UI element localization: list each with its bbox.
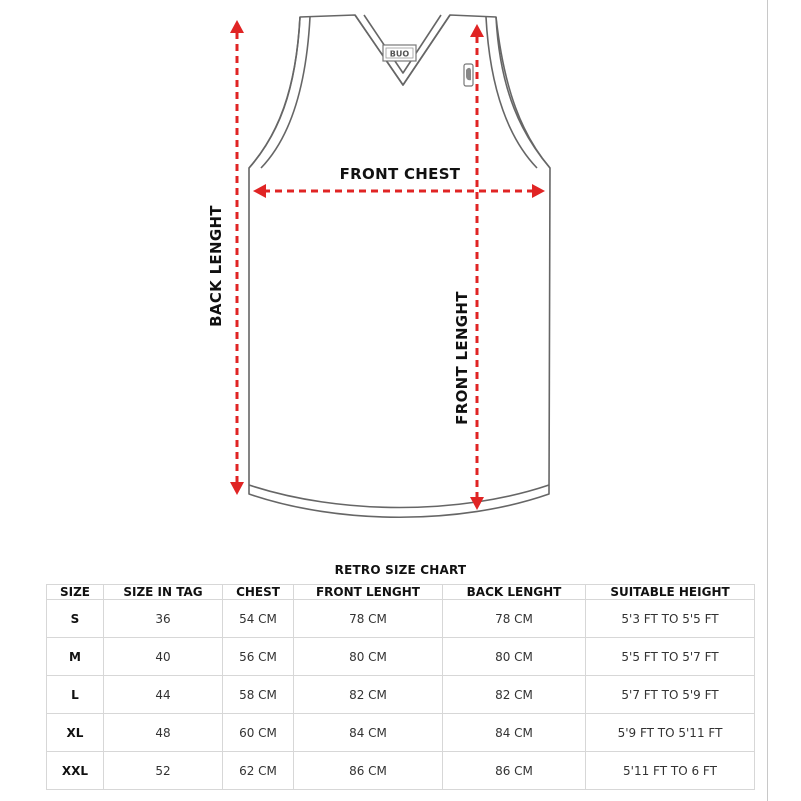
cell-size-in-tag: 52 <box>104 752 223 790</box>
table-row <box>47 600 755 638</box>
back-length-arrowhead-bottom <box>230 482 244 495</box>
cell-suitable-height: 5'9 FT TO 5'11 FT <box>586 714 755 752</box>
cell-suitable-height: 5'5 FT TO 5'7 FT <box>586 638 755 676</box>
cell-chest: 60 CM <box>223 714 294 752</box>
size-chart-title: RETRO SIZE CHART <box>334 563 467 577</box>
table-row <box>47 714 755 752</box>
cell-size: XXL <box>47 752 104 790</box>
cell-chest: 58 CM <box>223 676 294 714</box>
cell-suitable-height: 5'11 FT TO 6 FT <box>586 752 755 790</box>
cell-chest: 54 CM <box>223 600 294 638</box>
size-chart-table <box>46 584 755 790</box>
cell-size-in-tag: 36 <box>104 600 223 638</box>
cell-suitable-height: 5'3 FT TO 5'5 FT <box>586 600 755 638</box>
cell-size: XL <box>47 714 104 752</box>
table-row <box>47 676 755 714</box>
table-row <box>47 638 755 676</box>
cell-back-length: 78 CM <box>443 600 586 638</box>
tag-text: BUO <box>389 49 410 59</box>
nba-logo-icon <box>464 64 473 86</box>
cell-size-in-tag: 48 <box>104 714 223 752</box>
cell-chest: 62 CM <box>223 752 294 790</box>
cell-size: M <box>47 638 104 676</box>
table-row <box>47 752 755 790</box>
jersey-outline-icon <box>249 15 550 517</box>
front-length-label: FRONT LENGHT <box>453 291 471 425</box>
back-length-label: BACK LENGHT <box>207 205 225 327</box>
cell-front-length: 86 CM <box>294 752 443 790</box>
cell-front-length: 84 CM <box>294 714 443 752</box>
cell-front-length: 82 CM <box>294 676 443 714</box>
header-size: SIZE <box>47 585 104 600</box>
cell-back-length: 86 CM <box>443 752 586 790</box>
cell-chest: 56 CM <box>223 638 294 676</box>
back-length-arrowhead-top <box>230 20 244 33</box>
table-header-row <box>47 585 755 600</box>
header-suitable-height: SUITABLE HEIGHT <box>586 585 755 600</box>
cell-size-in-tag: 40 <box>104 638 223 676</box>
header-size-in-tag: SIZE IN TAG <box>104 585 223 600</box>
cell-back-length: 80 CM <box>443 638 586 676</box>
cell-back-length: 82 CM <box>443 676 586 714</box>
cell-size: L <box>47 676 104 714</box>
header-chest: CHEST <box>223 585 294 600</box>
cell-front-length: 78 CM <box>294 600 443 638</box>
brand-tag <box>383 45 416 61</box>
cell-front-length: 80 CM <box>294 638 443 676</box>
cell-size: S <box>47 600 104 638</box>
header-front-length: FRONT LENGHT <box>294 585 443 600</box>
header-back-length: BACK LENGHT <box>443 585 586 600</box>
cell-suitable-height: 5'7 FT TO 5'9 FT <box>586 676 755 714</box>
cell-size-in-tag: 44 <box>104 676 223 714</box>
cell-back-length: 84 CM <box>443 714 586 752</box>
front-chest-label: FRONT CHEST <box>339 165 461 183</box>
